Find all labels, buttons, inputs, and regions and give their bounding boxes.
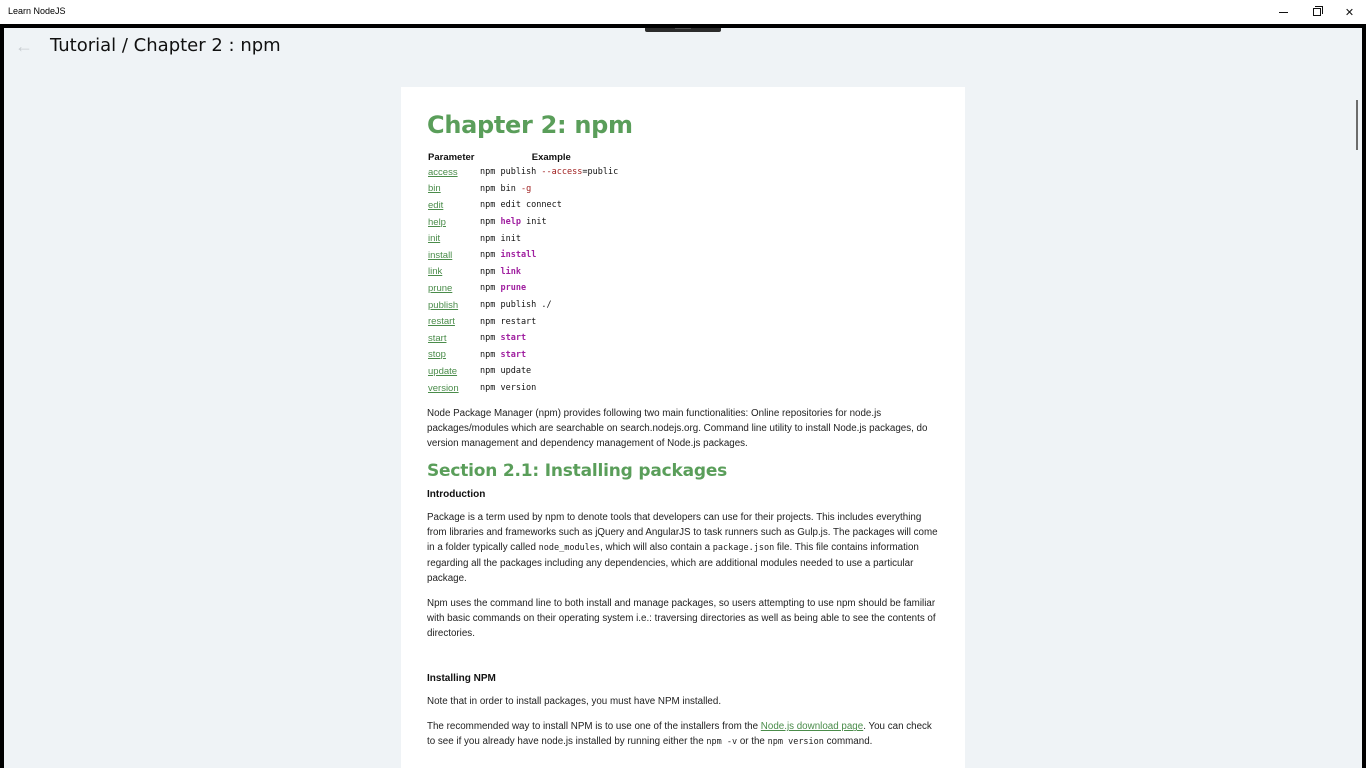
param-link-init[interactable]: init — [428, 233, 441, 245]
table-row — [427, 230, 618, 247]
param-example: npm publish --access=public — [480, 167, 619, 178]
restore-icon — [1313, 8, 1321, 16]
param-example: npm help init — [480, 217, 547, 228]
param-example: npm version — [480, 383, 537, 394]
table-row — [427, 363, 618, 380]
inline-code: npm version — [767, 737, 824, 748]
minimize-icon — [1279, 12, 1288, 13]
npm-usage-paragraph: Npm uses the command line to both install and manage packages, so users attempting to use npm should be familiar with basic commands on their operating system i.e.: traversing directories as well as being able to see the contents of directories. — [427, 598, 936, 640]
table-row — [427, 313, 618, 330]
param-link-version[interactable]: version — [428, 382, 459, 394]
parameter-header: Parameter — [428, 152, 475, 163]
table-row — [427, 181, 618, 198]
param-link-bin[interactable]: bin — [428, 183, 441, 195]
param-example: npm restart — [480, 316, 537, 327]
install-note-paragraph: Note that in order to install packages, you must have NPM installed. — [427, 696, 722, 708]
param-example: npm update — [480, 366, 532, 377]
restore-button[interactable] — [1300, 0, 1333, 24]
section-title: Section 2.1: Installing packages — [427, 461, 728, 482]
table-row — [427, 380, 618, 397]
param-link-restart[interactable]: restart — [428, 316, 455, 328]
table-row — [427, 247, 618, 264]
page-title: Tutorial / Chapter 2 : npm — [50, 35, 281, 56]
inline-code: node_modules — [538, 543, 601, 554]
installing-npm-heading: Installing NPM — [427, 673, 496, 685]
inline-code: npm -v — [706, 737, 738, 748]
param-example: npm link — [480, 266, 521, 277]
close-button[interactable] — [1333, 0, 1366, 24]
document-content — [401, 87, 965, 768]
table-row — [427, 214, 618, 231]
nodejs-download-link[interactable]: Node.js download page — [760, 721, 864, 733]
back-arrow-icon: ← — [15, 36, 33, 56]
param-link-stop[interactable]: stop — [428, 349, 446, 361]
param-example: npm prune — [480, 283, 527, 294]
table-row — [427, 264, 618, 281]
chapter-title: Chapter 2: npm — [427, 111, 633, 139]
param-example: npm publish ./ — [480, 300, 552, 311]
param-link-publish[interactable]: publish — [428, 299, 459, 311]
table-row — [427, 197, 618, 214]
param-link-update[interactable]: update — [428, 365, 458, 377]
param-example: npm start — [480, 333, 527, 344]
intro-paragraph: Node Package Manager (npm) provides following two main functionalities: Online repositories for node.js packages/modules which are searchable on search.nodejs.org. Command line utility to install Node.js packages, do version management and dependency management of Node.js packages. — [427, 408, 928, 450]
table-row — [427, 164, 618, 181]
param-link-start[interactable]: start — [428, 332, 447, 344]
table-row — [427, 297, 618, 314]
param-link-link[interactable]: link — [428, 266, 443, 278]
install-method-paragraph: The recommended way to install NPM is to use one of the installers from the Node.js download page. You can check to see if you already have node.js installed by running either the npm -v or the npm version command. — [427, 721, 932, 748]
table-row — [427, 330, 618, 347]
param-example: npm start — [480, 349, 527, 360]
table-row — [427, 347, 618, 364]
example-header: Example — [531, 152, 571, 163]
app-window — [4, 28, 1362, 768]
inline-code: package.json — [712, 543, 775, 554]
param-link-prune[interactable]: prune — [428, 282, 453, 294]
parameter-table — [427, 151, 618, 396]
param-link-help[interactable]: help — [428, 216, 446, 228]
table-row — [427, 280, 618, 297]
param-example: npm init — [480, 233, 521, 244]
introduction-heading: Introduction — [427, 489, 486, 501]
param-link-access[interactable]: access — [428, 166, 458, 178]
back-button[interactable] — [12, 36, 36, 56]
param-example: npm install — [480, 250, 537, 261]
scrollbar-thumb[interactable] — [1356, 100, 1358, 150]
title-bar — [0, 0, 1366, 24]
param-link-edit[interactable]: edit — [428, 199, 444, 211]
param-link-install[interactable]: install — [428, 249, 453, 261]
param-example: npm bin -g — [480, 183, 532, 194]
close-icon: ✕ — [1344, 6, 1355, 19]
minimize-button[interactable] — [1267, 0, 1300, 24]
package-paragraph: Package is a term used by npm to denote tools that developers can use for their projects. This includes everything from libraries and frameworks such as jQuery and AngularJS to task runners such as Gulp.js. The packages will come in a folder typically called node_modules, which will also contain a package.json file. This file contains information regarding all the packages including any dependencies, which are additional modules needed to use a particular package. — [427, 512, 938, 585]
table-header-row — [427, 151, 618, 164]
param-example: npm edit connect — [480, 200, 562, 211]
drag-handle[interactable] — [645, 28, 721, 32]
app-title: Learn NodeJS — [8, 6, 66, 16]
